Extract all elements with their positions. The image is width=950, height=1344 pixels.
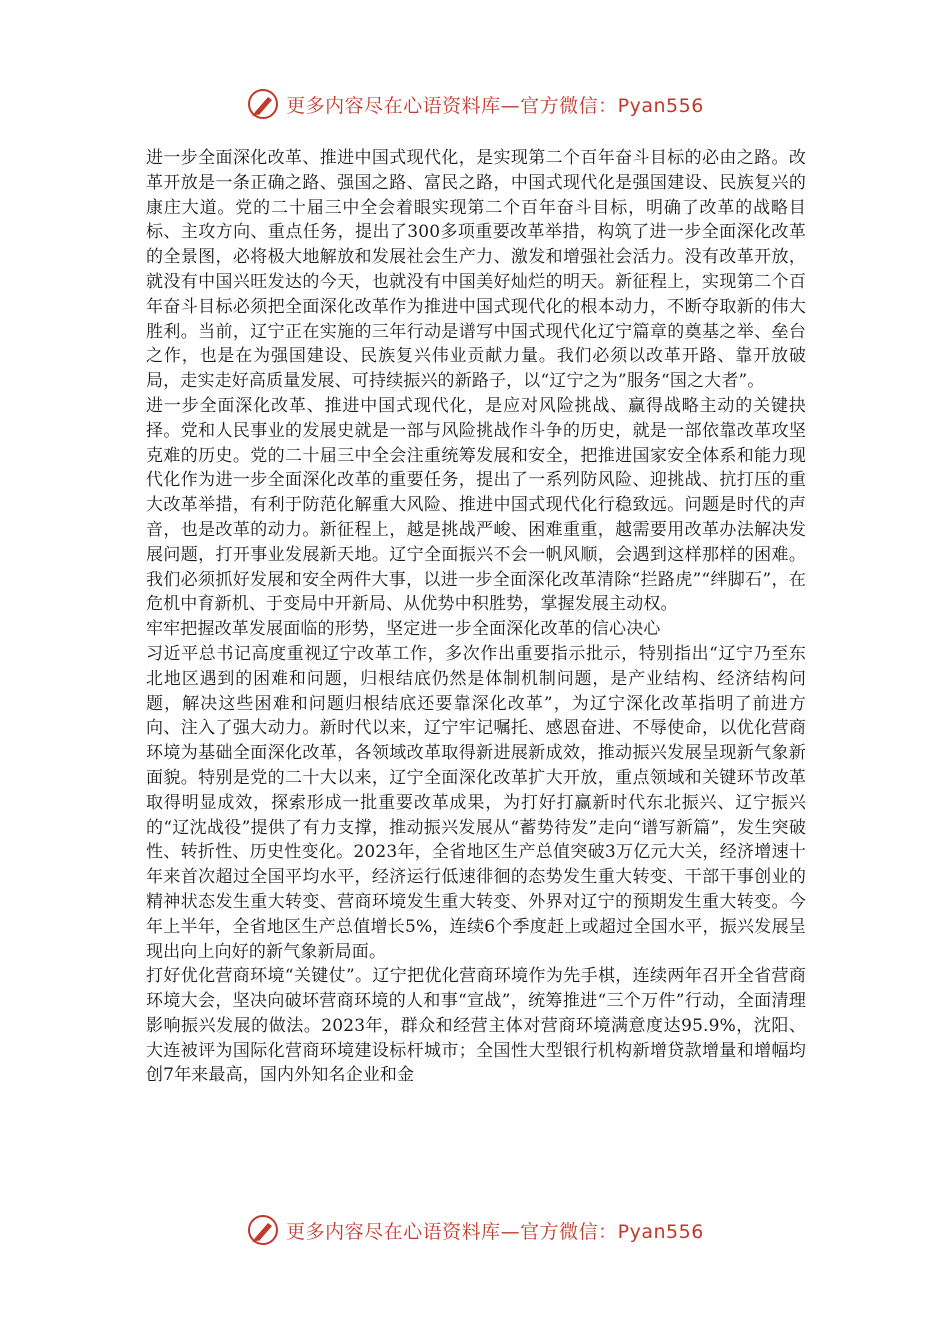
footer-watermark: [0, 1210, 950, 1250]
document-body: [146, 146, 806, 1196]
section-heading: 牢牢把握改革发展面临的形势，坚定进一步全面深化改革的信心决心: [146, 619, 661, 640]
paragraph: 习近平总书记高度重视辽宁改革工作，多次作出重要指示批示，特别指出“辽宁乃至东北地区遇到的困难和问题，归根结底仍然是体制机制问题，是产业结构、经济结构问题，解决这些困难和问题归根结底还要靠深化改革”，为辽宁深化改革指明了前进方向、注入了强大动力。新时代以来，辽宁牢记嘱托、感恩奋进、不辱使命，以优化营商环境为基础全面深化改革，各领域改革取得新进展新成效，推动振兴发展呈现新气象新面貌。特别是党的二十大以来，辽宁全面深化改革扩大开放，重点领域和关键环节改革取得明显成效，探索形成一批重要改革成果，为打好打赢新时代东北振兴、辽宁振兴的“辽沈战役”提供了有力支撑，推动振兴发展从“蓄势待发”走向“谱写新篇”，发生突破性、转折性、历史性变化。2023年，全省地区生产总值突破3万亿元大关，经济增速十年来首次超过全国平均水平，经济运行低速徘徊的态势发生重大转变、干部干事创业的精神状态发生重大转变、营商环境发生重大转变、外界对辽宁的预期发生重大转变。今年上半年，全省地区生产总值增长5%，连续6个季度赶上或超过全国水平，振兴发展呈现出向上向好的新气象新局面。: [146, 643, 806, 962]
pen-nib-icon: [246, 87, 280, 121]
paragraph: 进一步全面深化改革、推进中国式现代化，是实现第二个百年奋斗目标的必由之路。改革开放是一条正确之路、强国之路、富民之路，中国式现代化是强国建设、民族复兴的康庄大道。党的二十届三中全会着眼实现第二个百年奋斗目标，明确了改革的战略目标、主攻方向、重点任务，提出了300多项重要改革举措，构筑了进一步全面深化改革的全景图，必将极大地解放和发展社会生产力、激发和增强社会活力。没有改革开放，就没有中国兴旺发达的今天，也就没有中国美好灿烂的明天。新征程上，实现第二个百年奋斗目标必须把全面深化改革作为推进中国式现代化的根本动力，不断夺取新的伟大胜利。当前，辽宁正在实施的三年行动是谱写中国式现代化辽宁篇章的奠基之举、垒台之作，也是在为强国建设、民族复兴伟业贡献力量。我们必须以改革开路、靠开放破局，走实走好高质量发展、可持续振兴的新路子，以“辽宁之为”服务“国之大者”。: [146, 148, 806, 392]
paragraph: 打好优化营商环境“关键仗”。辽宁把优化营商环境作为先手棋，连续两年召开全省营商环境大会，坚决向破坏营商环境的人和事“宣战”，统筹推进“三个万件”行动，全面清理影响振兴发展的做法。2023年，群众和经营主体对营商环境满意度达95.9%，沈阳、大连被评为国际化营商环境建设标杆城市；全国性大型银行机构新增贷款增量和增幅均创7年来最高，国内外知名企业和金: [146, 966, 806, 1086]
pen-nib-icon: [246, 1213, 280, 1247]
watermark-text: 更多内容尽在心语资料库—官方微信：Pyan556: [286, 1220, 704, 1243]
watermark-text: 更多内容尽在心语资料库—官方微信：Pyan556: [286, 94, 704, 117]
paragraph: 进一步全面深化改革、推进中国式现代化，是应对风险挑战、赢得战略主动的关键抉择。党和人民事业的发展史就是一部与风险挑战作斗争的历史，就是一部依靠改革攻坚克难的历史。党的二十届三中全会注重统筹发展和安全，把推进国家安全体系和能力现代化作为进一步全面深化改革的重要任务，提出了一系列防风险、迎挑战、抗打压的重大改革举措，有利于防范化解重大风险、推进中国式现代化行稳致远。问题是时代的声音，也是改革的动力。新征程上，越是挑战严峻、困难重重，越需要用改革办法解决发展问题，打开事业发展新天地。辽宁全面振兴不会一帆风顺，会遇到这样那样的困难。我们必须抓好发展和安全两件大事，以进一步全面深化改革清除“拦路虎”“绊脚石”，在危机中育新机、于变局中开新局、从优势中积胜势，掌握发展主动权。: [146, 395, 806, 615]
header-watermark: [0, 84, 950, 124]
